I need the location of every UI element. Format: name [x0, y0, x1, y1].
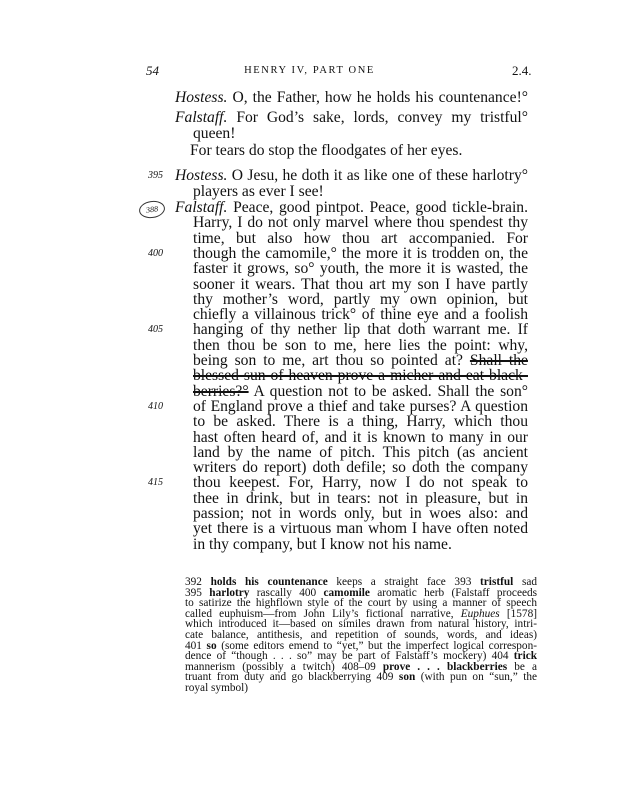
circled-margin-annotation: 388 [138, 199, 166, 219]
text-run: hanging of thy nether lip that doth warrant me. If [193, 321, 528, 339]
struck-text: berries?° [193, 382, 249, 400]
glossed-term: son [398, 671, 416, 684]
line-number: 405 [148, 324, 163, 336]
text-run: royal symbol) [185, 682, 249, 694]
text-run: players as ever I see! [193, 183, 324, 200]
act-scene: 2.4. [512, 63, 532, 78]
text-run: cate balance, antithesis, and repetition of sounds, words, and ideas) [185, 629, 537, 641]
text-run: time, but also how thou art accompanied. For [193, 229, 528, 247]
text-run: be a [514, 660, 537, 673]
speaker-name: Falstaff. [175, 109, 228, 126]
glossed-term: trick [513, 650, 538, 663]
text-run: sad [521, 576, 538, 588]
glossed-term: prove . . . blackberries [382, 660, 508, 673]
struck-text: blessed sun of heaven prove a micher and eat black- [193, 367, 528, 385]
text-run: land by the name of pitch. This pitch (as ancient [193, 443, 528, 461]
text-run: called euphuism—from John Lily’s fictional narrative, [185, 607, 454, 620]
text-run: mannerism (possibly a twitch) 408–09 [185, 660, 376, 673]
text-run: (some editors emend to “yet,” but the imperfect logical correspon- [221, 639, 537, 652]
speaker-name: Falstaff. [175, 199, 228, 216]
text-run: to be asked. There is a thing, Harry, which thou [193, 413, 528, 431]
glossed-term: camomile [323, 586, 370, 599]
running-title: HENRY IV, PART ONE [244, 65, 375, 76]
text-run: Peace, good pintpot. Peace, good tickle-brain. [233, 199, 528, 216]
struck-text: Shall the [469, 352, 528, 369]
text-run: queen! [193, 125, 236, 142]
text-line [193, 536, 528, 554]
text-run: to satirize the highflown style of the court by using a manner of speech [185, 597, 537, 610]
text-run: in thy company, but I know not his name. [193, 535, 452, 553]
text-run: For God’s sake, lords, convey my tristful° [236, 109, 528, 126]
glossed-term: holds his countenance [210, 576, 328, 588]
glossed-term: harlotry [209, 586, 250, 599]
glossed-term: so [206, 639, 217, 652]
footnote-line [185, 684, 537, 694]
text-line [193, 125, 235, 143]
text-run: rascally 400 [256, 586, 317, 599]
text-run: keeps a straight face 393 [336, 576, 472, 588]
text-run: 392 [185, 576, 202, 588]
text-run: sooner it wears. That thou art my son I have partly [193, 275, 528, 293]
text-line [175, 89, 528, 107]
text-run: thou keepest. For, Harry, now I do not speak to [193, 474, 528, 492]
text-run: Harry, I do not only marvel where thou spendest thy [193, 214, 528, 232]
text-run: O, the Father, how he holds his countenance!° [232, 89, 528, 106]
page-number: 54 [146, 63, 159, 78]
text-run: then thou be son to me, here lies the point: why, [193, 336, 528, 354]
text-run: For tears do stop the floodgates of her eyes. [190, 142, 463, 159]
line-number: 400 [148, 247, 163, 259]
speaker-name: Euphues [460, 607, 500, 620]
text-run: of England prove a thief and take purses? A question [193, 397, 528, 415]
text-run: hast often heard of, and it is known to many in our [193, 428, 528, 446]
line-number: 410 [148, 400, 163, 412]
text-run: thee in drink, but in tears: not in pleasure, but in [193, 489, 528, 507]
text-run: (with pun on “sun,” the [420, 671, 537, 684]
speaker-name: Hostess. [175, 89, 228, 106]
text-run: 401 [185, 639, 202, 652]
text-run: yet there is a virtuous man whom I have often noted [193, 520, 528, 538]
text-run: [1578] [506, 607, 537, 620]
text-run: passion; not in words only, but in woes also: and [193, 505, 528, 522]
line-number: 415 [148, 477, 163, 489]
text-run: thy mother’s word, partly my own opinion, but [193, 290, 528, 308]
text-run: being son to me, art thou so pointed at? [193, 352, 463, 369]
text-run: 395 [185, 586, 202, 599]
text-run: chiefly a villainous trick° of thine eye and a foolish [193, 306, 528, 324]
speaker-name: Hostess. [175, 167, 228, 184]
text-run: which introduced it—based on similes drawn from natural history, intri- [185, 618, 537, 631]
text-run: writers do report) doth defile; so doth the company [193, 459, 528, 477]
text-run: A question not to be asked. Shall the son° [253, 382, 528, 400]
text-run: faster it grows, so° youth, the more it is wasted, the [193, 260, 528, 278]
text-run: aromatic herb (Falstaff proceeds [377, 586, 538, 599]
glossed-term: tristful [480, 576, 514, 588]
text-run: though the camomile,° the more it is trodden on, the [193, 244, 528, 262]
text-run: truant from duty and go blackberrying 409 [185, 671, 394, 684]
text-run: O Jesu, he doth it as like one of these harlotry° [231, 167, 528, 184]
text-run: dence of “though . . . so” may be part of Falstaff’s mockery) 404 [185, 650, 509, 663]
text-line [190, 142, 462, 160]
line-number: 395 [148, 170, 163, 181]
